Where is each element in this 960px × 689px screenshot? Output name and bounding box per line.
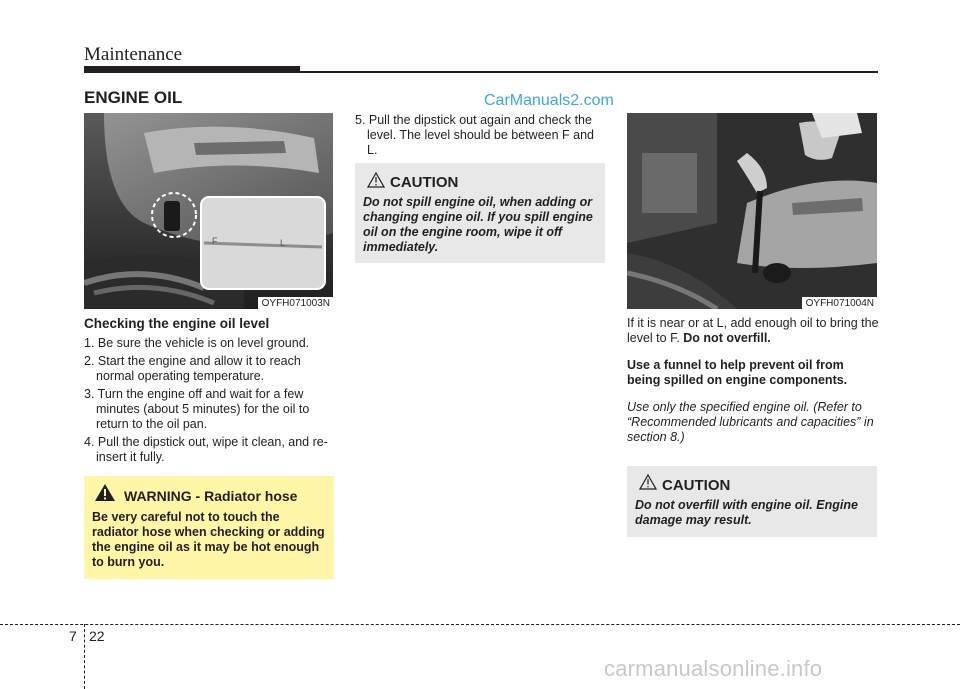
engine-dipstick-photo xyxy=(84,113,333,309)
warning-icon xyxy=(94,483,116,502)
caution-box-overfill xyxy=(627,466,877,537)
paragraph-level-text: If it is near or at L, add enough oil to bring the level to F. xyxy=(627,316,879,345)
section-title: ENGINE OIL xyxy=(84,88,183,107)
chapter-number: 7 xyxy=(69,628,77,644)
step-1: 1. Be sure the vehicle is on level ground. xyxy=(84,336,310,350)
engine-dipstick-illustration xyxy=(84,113,333,309)
caution-title: CAUTION xyxy=(390,174,459,191)
paragraph-funnel: Use a funnel to help prevent oil from being spilled on engine components. xyxy=(627,358,848,387)
header-title: Maintenance xyxy=(84,44,183,65)
figure-code: OYFH071003N xyxy=(258,297,333,309)
do-not-overfill: Do not overfill. xyxy=(683,331,771,345)
caution-text: Do not spill engine oil, when adding or changing engine oil. If you spill engine oil on the engine room, wipe it off immediately. xyxy=(363,195,593,254)
column-3-text xyxy=(627,316,879,457)
caution-title: CAUTION xyxy=(662,477,731,494)
warning-box xyxy=(84,476,334,579)
footer-divider xyxy=(0,624,960,625)
footer-vertical-divider xyxy=(84,624,85,689)
caution-box-spill xyxy=(355,163,605,263)
dipstick-l-label: L xyxy=(280,238,286,248)
subheading-check-oil: Checking the engine oil level xyxy=(84,316,270,331)
oil-fill-illustration xyxy=(627,113,877,309)
caution-icon xyxy=(639,474,657,490)
header-rule-thin xyxy=(300,71,878,73)
warning-text: Be very careful not to touch the radiator hose when checking or adding the engine oil as it may be hot enough to burn you. xyxy=(92,510,325,569)
step-4: 4. Pull the dipstick out, wipe it clean, and re-insert it fully. xyxy=(84,435,328,464)
step-2: 2. Start the engine and allow it to reach normal operating temperature. xyxy=(84,354,301,383)
step-5 xyxy=(355,113,605,158)
header-rule-thick xyxy=(84,66,300,73)
watermark-link[interactable]: CarManuals2.com xyxy=(484,92,614,109)
steps-list xyxy=(84,336,334,468)
paragraph-specified-oil: Use only the specified engine oil. (Refer to “Recommended lubricants and capacities” in section 8.) xyxy=(627,400,874,444)
dipstick-f-label: F xyxy=(212,236,218,246)
caution-text: Do not overfill with engine oil. Engine damage may result. xyxy=(635,498,858,527)
caution-icon xyxy=(367,172,385,188)
step-3: 3. Turn the engine off and wait for a few minutes (about 5 minutes) for the oil to return to the oil pan. xyxy=(84,387,310,431)
figure-code: OYFH071004N xyxy=(802,297,877,309)
paragraph-level-check xyxy=(627,316,879,346)
oil-fill-photo xyxy=(627,113,877,309)
page-number: 22 xyxy=(89,628,105,644)
step-5-text: 5. Pull the dipstick out again and check the level. The level should be between F and L. xyxy=(355,113,595,157)
watermark-bottom: carmanualsonline.info xyxy=(604,656,823,681)
warning-title: WARNING - Radiator hose xyxy=(124,488,298,504)
